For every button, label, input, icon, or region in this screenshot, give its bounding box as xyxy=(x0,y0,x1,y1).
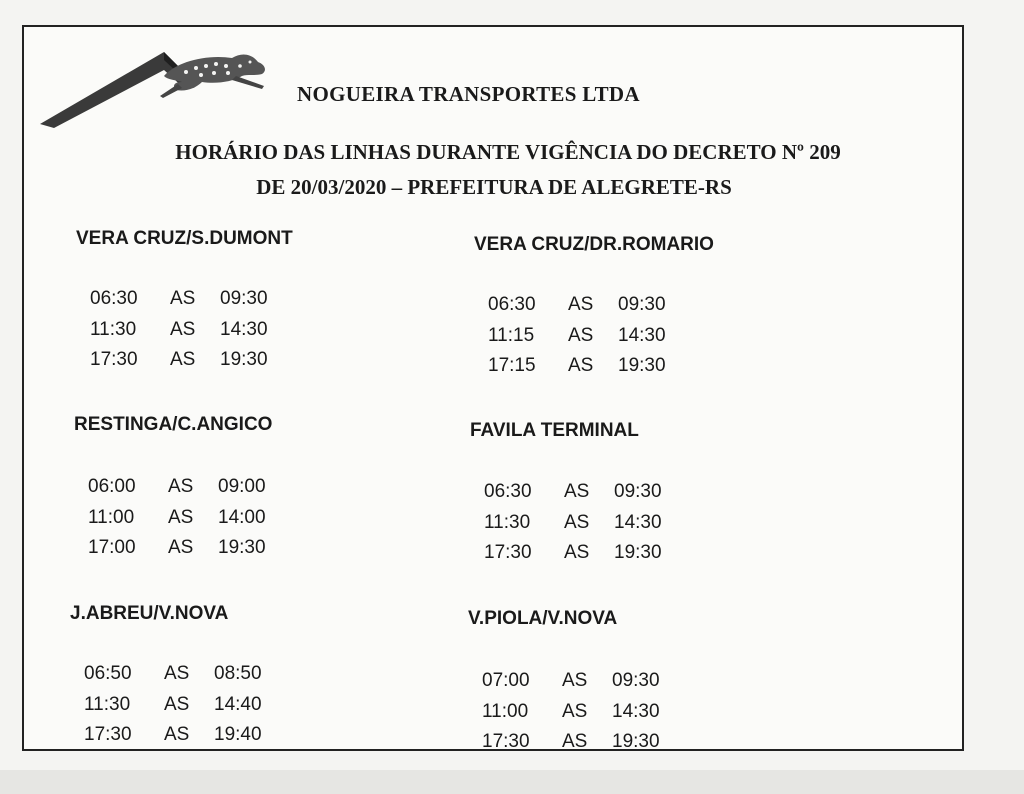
schedule-title-line2: DE 20/03/2020 – PREFEITURA DE ALEGRETE-RS xyxy=(256,175,732,199)
separator: AS xyxy=(170,288,196,309)
start-time: 17:00 xyxy=(88,537,136,558)
end-time: 19:30 xyxy=(618,355,666,376)
route-favila-terminal xyxy=(470,420,890,563)
end-time: 19:30 xyxy=(612,731,660,752)
separator: AS xyxy=(168,537,194,558)
separator: AS xyxy=(164,693,190,715)
end-time: 09:30 xyxy=(220,288,268,309)
document-frame xyxy=(22,25,964,751)
separator: AS xyxy=(562,731,588,752)
separator: AS xyxy=(568,294,594,315)
separator: AS xyxy=(170,318,196,340)
route-name: RESTINGA/C.ANGICO xyxy=(74,414,273,435)
end-time: 14:30 xyxy=(612,700,660,722)
end-time: 19:30 xyxy=(218,537,266,558)
separator: AS xyxy=(562,700,588,722)
separator: AS xyxy=(568,324,594,346)
separator: AS xyxy=(168,506,194,528)
route-name: FAVILA TERMINAL xyxy=(470,420,639,441)
end-time: 09:30 xyxy=(618,294,666,315)
route-name: VERA CRUZ/S.DUMONT xyxy=(76,228,293,249)
start-time: 11:00 xyxy=(482,700,529,722)
separator: AS xyxy=(568,355,594,376)
separator: AS xyxy=(164,724,190,745)
end-time: 09:00 xyxy=(218,476,266,497)
route-j-abreu-v-nova xyxy=(70,603,490,745)
start-time: 11:30 xyxy=(84,693,131,715)
end-time: 09:30 xyxy=(614,481,662,502)
start-time: 17:30 xyxy=(90,349,138,370)
route-name: J.ABREU/V.NOVA xyxy=(70,603,229,624)
separator: AS xyxy=(164,663,190,684)
start-time: 11:30 xyxy=(90,318,137,340)
start-time: 17:15 xyxy=(488,355,536,376)
end-time: 14:40 xyxy=(214,693,262,715)
start-time: 06:00 xyxy=(88,476,136,497)
route-name: V.PIOLA/V.NOVA xyxy=(468,608,618,629)
start-time: 06:30 xyxy=(90,288,138,309)
route-name: VERA CRUZ/DR.ROMARIO xyxy=(474,234,714,255)
start-time: 07:00 xyxy=(482,670,530,691)
start-time: 17:30 xyxy=(482,731,530,752)
paper-edge xyxy=(0,770,1024,794)
separator: AS xyxy=(564,481,590,502)
schedule-title-line1: HORÁRIO DAS LINHAS DURANTE VIGÊNCIA DO DECRETO Nº 209 xyxy=(175,140,841,164)
start-time: 11:15 xyxy=(488,324,535,346)
separator: AS xyxy=(562,670,588,691)
company-name: NOGUEIRA TRANSPORTES LTDA xyxy=(297,82,640,106)
separator: AS xyxy=(168,476,194,497)
start-time: 11:00 xyxy=(88,506,135,528)
start-time: 17:30 xyxy=(484,542,532,563)
end-time: 19:40 xyxy=(214,724,262,745)
separator: AS xyxy=(170,349,196,370)
separator: AS xyxy=(564,511,590,533)
start-time: 06:50 xyxy=(84,663,132,684)
start-time: 11:30 xyxy=(484,511,531,533)
end-time: 09:30 xyxy=(612,670,660,691)
end-time: 08:50 xyxy=(214,663,262,684)
start-time: 06:30 xyxy=(484,481,532,502)
start-time: 06:30 xyxy=(488,294,536,315)
separator: AS xyxy=(564,542,590,563)
end-time: 19:30 xyxy=(220,349,268,370)
route-restinga-c-angico xyxy=(74,414,494,558)
end-time: 14:30 xyxy=(220,318,268,340)
roof-jaguar-logo-icon xyxy=(36,40,276,130)
route-v-piola-v-nova xyxy=(468,608,888,752)
start-time: 17:30 xyxy=(84,724,132,745)
end-time: 14:30 xyxy=(614,511,662,533)
route-vera-cruz-dr-romario xyxy=(474,234,894,376)
end-time: 14:00 xyxy=(218,506,266,528)
end-time: 14:30 xyxy=(618,324,666,346)
end-time: 19:30 xyxy=(614,542,662,563)
route-vera-cruz-s-dumont xyxy=(76,228,496,370)
